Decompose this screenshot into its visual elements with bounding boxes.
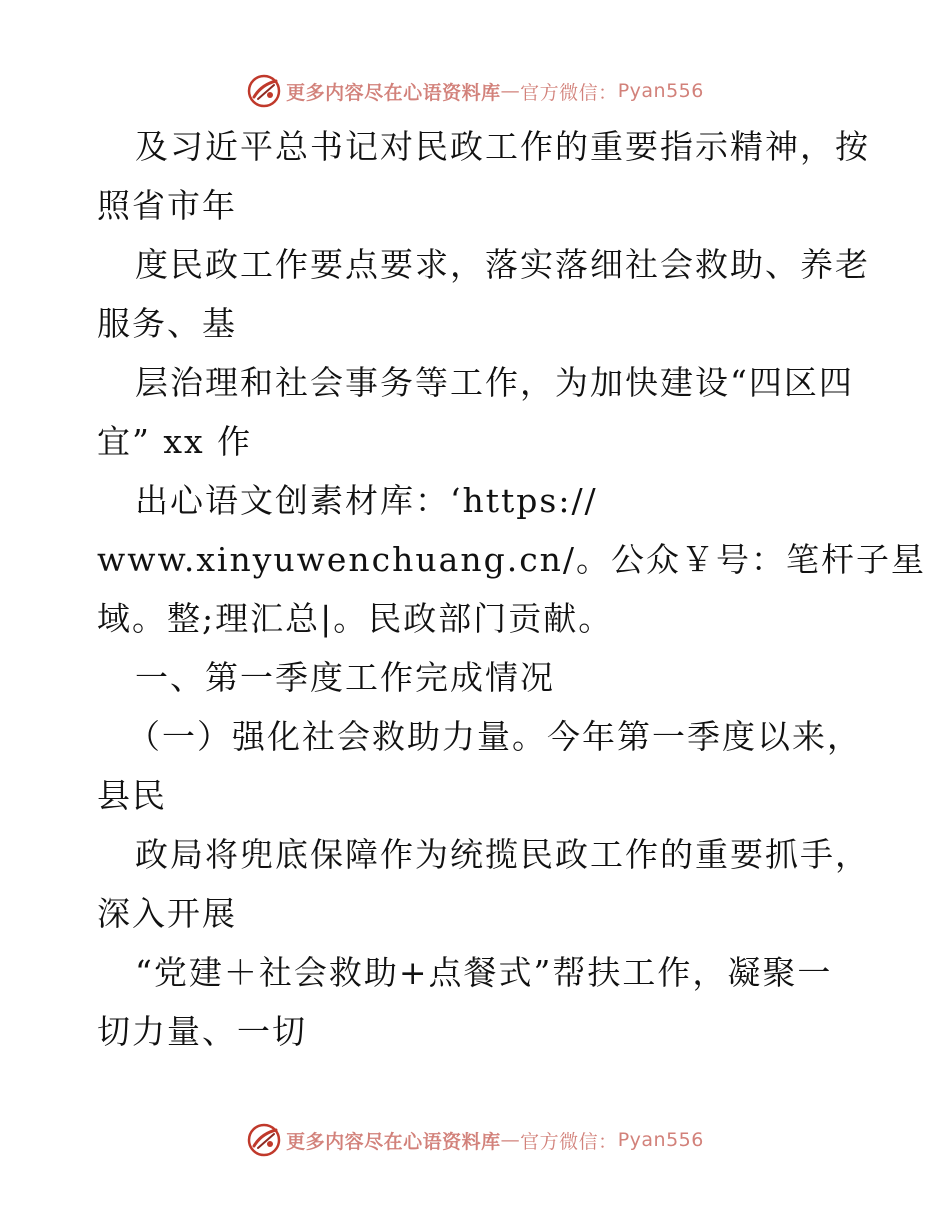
header-banner xyxy=(0,71,950,111)
footer-wechat-label: 官方微信： xyxy=(520,1130,618,1153)
document-body xyxy=(97,117,927,1061)
footer-banner xyxy=(0,1120,950,1160)
header-dash: — xyxy=(500,80,521,102)
body-line: 度民政工作要点要求，落实落细社会救助、养老 xyxy=(135,245,870,284)
section-heading: 一、第一季度工作完成情况 xyxy=(135,658,555,697)
header-wechat-id: Pyan556 xyxy=(617,80,704,102)
body-line: 切力量、一切 xyxy=(97,1012,307,1051)
header-brand-text: 更多内容尽在心语资料库 xyxy=(286,81,501,104)
header-wechat-label: 官方微信： xyxy=(520,81,618,104)
footer-wechat-id: Pyan556 xyxy=(617,1129,704,1151)
body-line: 服务、基 xyxy=(97,304,237,343)
brand-logo-icon xyxy=(246,1122,282,1158)
body-line-url: www.xinyuwenchuang.cn/。公众￥号：笔杆子星 xyxy=(97,540,927,579)
footer-brand-text: 更多内容尽在心语资料库 xyxy=(286,1130,501,1153)
body-line: 深入开展 xyxy=(97,894,237,933)
body-line: 域。整;理汇总|。民政部门贡献。 xyxy=(97,599,614,638)
footer-dash: — xyxy=(500,1129,521,1151)
body-line: 县民 xyxy=(97,776,167,815)
body-line: 层治理和社会事务等工作，为加快建设“四区四 xyxy=(135,363,854,402)
brand-logo-icon xyxy=(246,73,282,109)
body-line: 政局将兜底保障作为统揽民政工作的重要抓手， xyxy=(135,835,870,874)
subsection-heading: （一）强化社会救助力量。今年第一季度以来， xyxy=(127,717,862,756)
body-line: 出心语文创素材库：‘https:// xyxy=(135,481,598,520)
body-line: 照省市年 xyxy=(97,186,237,225)
body-line: 宜” xx 作 xyxy=(97,422,253,461)
body-line: 及习近平总书记对民政工作的重要指示精神，按 xyxy=(135,127,870,166)
body-line: “党建＋社会救助+点餐式”帮扶工作，凝聚一 xyxy=(135,953,833,992)
